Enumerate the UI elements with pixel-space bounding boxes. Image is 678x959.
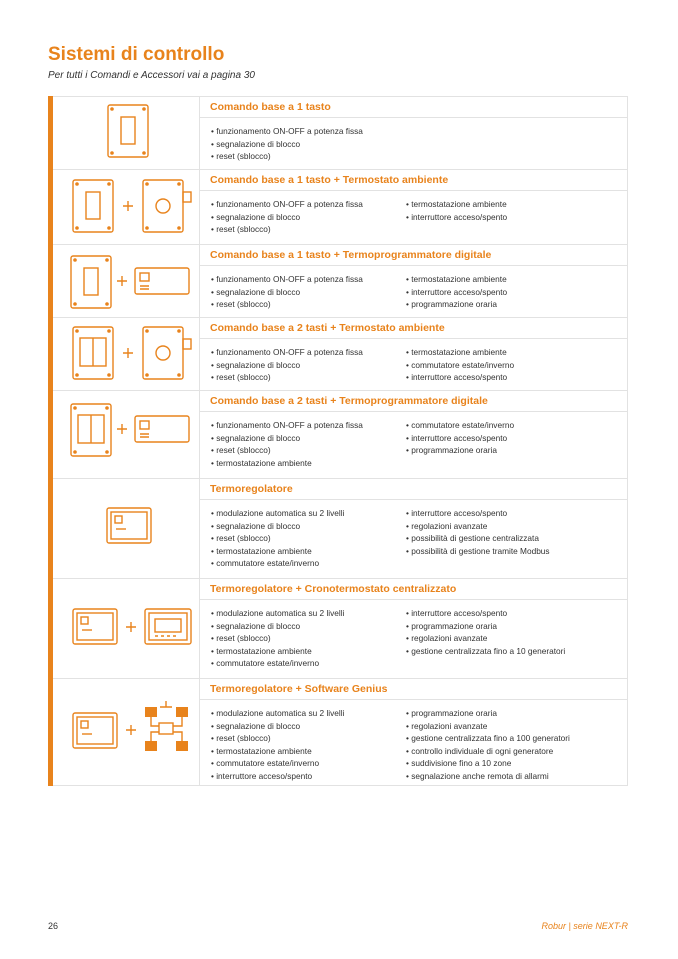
feature-item: • commutatore estate/inverno: [406, 359, 616, 372]
feature-item: • funzionamento ON-OFF a potenza fissa: [211, 125, 401, 138]
feature-item: • controllo individuale di ogni generatore: [406, 745, 616, 758]
feature-item: • reset (sblocco): [211, 298, 401, 311]
table-row-4: [53, 317, 628, 390]
page-title: Sistemi di controllo: [48, 44, 225, 65]
feature-item: • reset (sblocco): [211, 732, 401, 745]
page-subtitle: Per tutti i Comandi e Accessori vai a pagina 30: [48, 70, 255, 81]
feature-item: • reset (sblocco): [211, 223, 401, 236]
thermoregulator-plus-network-icon: [53, 679, 200, 787]
feature-item: • regolazioni avanzate: [406, 520, 616, 533]
feature-item: • termostatazione ambiente: [211, 545, 401, 558]
table-row-3: [53, 244, 628, 317]
feature-item: • segnalazione di blocco: [211, 620, 401, 633]
feature-item: • funzionamento ON-OFF a potenza fissa: [211, 273, 401, 286]
feature-item: • funzionamento ON-OFF a potenza fissa: [211, 198, 401, 211]
feature-item: • reset (sblocco): [211, 371, 401, 384]
feature-list: [406, 707, 616, 783]
thermoregulator-plus-chronothermostat-icon: [53, 579, 200, 679]
feature-item: • commutatore estate/inverno: [211, 557, 401, 570]
row-title: Termoregolatore: [200, 479, 628, 500]
feature-item: • funzionamento ON-OFF a potenza fissa: [211, 419, 401, 432]
feature-item: • termostatazione ambiente: [211, 745, 401, 758]
feature-list: [211, 125, 401, 163]
feature-list: [406, 507, 616, 557]
feature-item: • possibilità di gestione tramite Modbus: [406, 545, 616, 558]
feature-item: • interruttore acceso/spento: [406, 607, 616, 620]
double-button-panel-plus-programmer-icon: [53, 391, 200, 479]
feature-list: [406, 607, 616, 657]
feature-item: • interruttore acceso/spento: [406, 507, 616, 520]
feature-item: • termostatazione ambiente: [211, 645, 401, 658]
table-row-5: [53, 390, 628, 478]
feature-item: • reset (sblocco): [211, 632, 401, 645]
feature-item: • modulazione automatica su 2 livelli: [211, 707, 401, 720]
feature-item: • commutatore estate/inverno: [406, 419, 616, 432]
row-title: Comando base a 2 tasti + Termoprogrammatore digitale: [200, 391, 628, 412]
feature-item: • programmazione oraria: [406, 298, 616, 311]
feature-list: [211, 707, 401, 783]
feature-item: • segnalazione di blocco: [211, 138, 401, 151]
table-row-6: [53, 478, 628, 578]
feature-item: • segnalazione di blocco: [211, 432, 401, 445]
feature-item: • segnalazione di blocco: [211, 211, 401, 224]
feature-list: [211, 346, 401, 384]
feature-item: • termostatazione ambiente: [406, 346, 616, 359]
single-button-panel-plus-thermostat-icon: [53, 170, 200, 245]
row-title: Comando base a 1 tasto + Termoprogrammatore digitale: [200, 245, 628, 266]
feature-item: • termostatazione ambiente: [406, 198, 616, 211]
feature-item: • regolazioni avanzate: [406, 720, 616, 733]
row-title: Termoregolatore + Cronotermostato centralizzato: [200, 579, 628, 600]
feature-list: [406, 346, 616, 384]
feature-item: • programmazione oraria: [406, 444, 616, 457]
row-title: Comando base a 1 tasto: [200, 97, 628, 118]
feature-list: [211, 419, 401, 469]
feature-item: • interruttore acceso/spento: [406, 211, 616, 224]
feature-item: • segnalazione anche remota di allarmi: [406, 770, 616, 783]
table-row-1: [53, 96, 628, 169]
feature-list: [211, 273, 401, 311]
feature-item: • gestione centralizzata fino a 10 generatori: [406, 645, 616, 658]
table-row-8: [53, 678, 628, 786]
feature-item: • funzionamento ON-OFF a potenza fissa: [211, 346, 401, 359]
control-systems-table: [48, 96, 628, 786]
feature-list: [406, 198, 616, 223]
feature-item: • possibilità di gestione centralizzata: [406, 532, 616, 545]
feature-list: [211, 198, 401, 236]
double-button-panel-plus-thermostat-icon: [53, 318, 200, 391]
feature-item: • reset (sblocco): [211, 532, 401, 545]
feature-item: • interruttore acceso/spento: [211, 770, 401, 783]
feature-item: • gestione centralizzata fino a 100 generatori: [406, 732, 616, 745]
feature-item: • segnalazione di blocco: [211, 520, 401, 533]
thermoregulator-icon: [53, 479, 200, 579]
feature-item: • regolazioni avanzate: [406, 632, 616, 645]
feature-list: [406, 273, 616, 311]
feature-item: • termostatazione ambiente: [211, 457, 401, 470]
row-title: Comando base a 2 tasti + Termostato ambiente: [200, 318, 628, 339]
feature-item: • suddivisione fino a 10 zone: [406, 757, 616, 770]
feature-item: • programmazione oraria: [406, 620, 616, 633]
table-row-7: [53, 578, 628, 678]
feature-item: • segnalazione di blocco: [211, 286, 401, 299]
feature-item: • modulazione automatica su 2 livelli: [211, 507, 401, 520]
feature-item: • reset (sblocco): [211, 444, 401, 457]
feature-item: • programmazione oraria: [406, 707, 616, 720]
table-row-2: [53, 169, 628, 244]
feature-item: • segnalazione di blocco: [211, 720, 401, 733]
icon-cell: [53, 97, 200, 169]
feature-list: [211, 607, 401, 670]
brand-footer: Robur | serie NEXT-R: [541, 921, 628, 931]
feature-item: • commutatore estate/inverno: [211, 757, 401, 770]
row-title: Termoregolatore + Software Genius: [200, 679, 628, 700]
feature-list: [406, 419, 616, 457]
page-number: 26: [48, 921, 59, 931]
single-button-panel-icon: [53, 97, 200, 170]
feature-item: • reset (sblocco): [211, 150, 401, 163]
single-button-panel-plus-programmer-icon: [53, 245, 200, 318]
feature-item: • interruttore acceso/spento: [406, 286, 616, 299]
feature-item: • segnalazione di blocco: [211, 359, 401, 372]
feature-item: • interruttore acceso/spento: [406, 371, 616, 384]
feature-item: • commutatore estate/inverno: [211, 657, 401, 670]
row-title: Comando base a 1 tasto + Termostato ambiente: [200, 170, 628, 191]
feature-item: • modulazione automatica su 2 livelli: [211, 607, 401, 620]
feature-item: • termostatazione ambiente: [406, 273, 616, 286]
feature-list: [211, 507, 401, 570]
feature-item: • interruttore acceso/spento: [406, 432, 616, 445]
